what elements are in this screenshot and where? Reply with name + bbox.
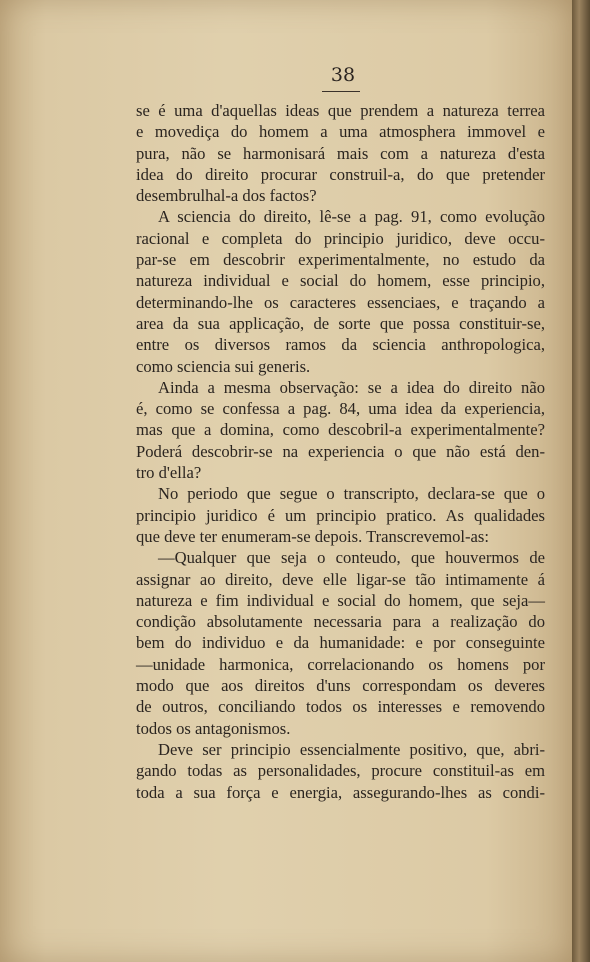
text-line: A sciencia do direito, lê-se a pag. 91, como evolução — [158, 207, 545, 227]
text-line: Ainda a mesma observação: se a idea do direito não — [158, 377, 545, 397]
page-number-rule — [322, 91, 360, 92]
text-line: Deve ser principio essencialmente positivo, que, abri- — [158, 739, 545, 759]
text-line: modo que aos direitos d'uns correspondam os deveres — [136, 676, 545, 696]
text-line: assignar ao direito, deve elle ligar-se tão intimamente á — [136, 569, 545, 589]
text-line: No periodo que segue o transcripto, declara-se que o — [158, 484, 545, 504]
text-line: condição absolutamente necessaria para a realização do — [136, 612, 545, 632]
text-line: como sciencia sui generis. — [136, 356, 311, 376]
body-text — [136, 100, 545, 803]
text-line: —Qualquer que seja o conteudo, que houvermos de — [158, 548, 545, 568]
text-line: de outros, conciliando todos os interesses e removendo — [136, 697, 545, 717]
text-line: natureza individual e social do homem, esse principio, — [136, 271, 545, 291]
text-line: se é uma d'aquellas ideas que prendem a natureza terrea — [136, 101, 545, 120]
text-line: idea do direito procurar construil-a, do que pretender — [136, 164, 545, 184]
text-line: entre os diversos ramos da sciencia anthropologica, — [136, 335, 545, 355]
text-line: toda a sua força e energia, assegurando-lhes as condi- — [136, 782, 545, 802]
text-line: principio juridico é um principio pratico. As qualidades — [136, 505, 545, 525]
text-line: que deve ter enumeram-se depois. Transcrevemol-as: — [136, 526, 489, 546]
text-line: pura, não se harmonisará mais com a natureza d'esta — [136, 143, 545, 163]
text-line: mas que a domina, como descobril-a experimentalmente? — [136, 420, 545, 440]
text-line: e movediça do homem a uma atmosphera immovel e — [136, 122, 545, 142]
text-line: é, como se confessa a pag. 84, uma idea da experiencia, — [136, 399, 545, 419]
adjacent-page-edge — [572, 0, 590, 962]
text-line: bem do individuo e da humanidade: e por conseguinte — [136, 633, 545, 653]
text-line: natureza e fim individual e social do homem, que seja— — [136, 590, 545, 610]
text-line: todos os antagonismos. — [136, 718, 291, 738]
text-line: racional e completa do principio juridico, deve occu- — [136, 228, 545, 248]
text-line: par-se em descobrir experimentalmente, no estudo da — [136, 250, 545, 270]
text-line: determinando-lhe os caracteres essenciaes, e traçando a — [136, 292, 545, 312]
text-line: gando todas as personalidades, procure constituil-as em — [136, 761, 545, 781]
text-line: Poderá descobrir-se na experiencia o que não está den- — [136, 441, 545, 461]
text-line: tro d'ella? — [136, 463, 202, 483]
text-line: area da sua applicação, de sorte que possa constituir-se, — [136, 313, 545, 333]
text-line: —unidade harmonica, correlacionando os homens por — [136, 654, 545, 674]
page-number: 38 — [330, 64, 356, 86]
text-line: desembrulhal-a dos factos? — [136, 186, 317, 206]
